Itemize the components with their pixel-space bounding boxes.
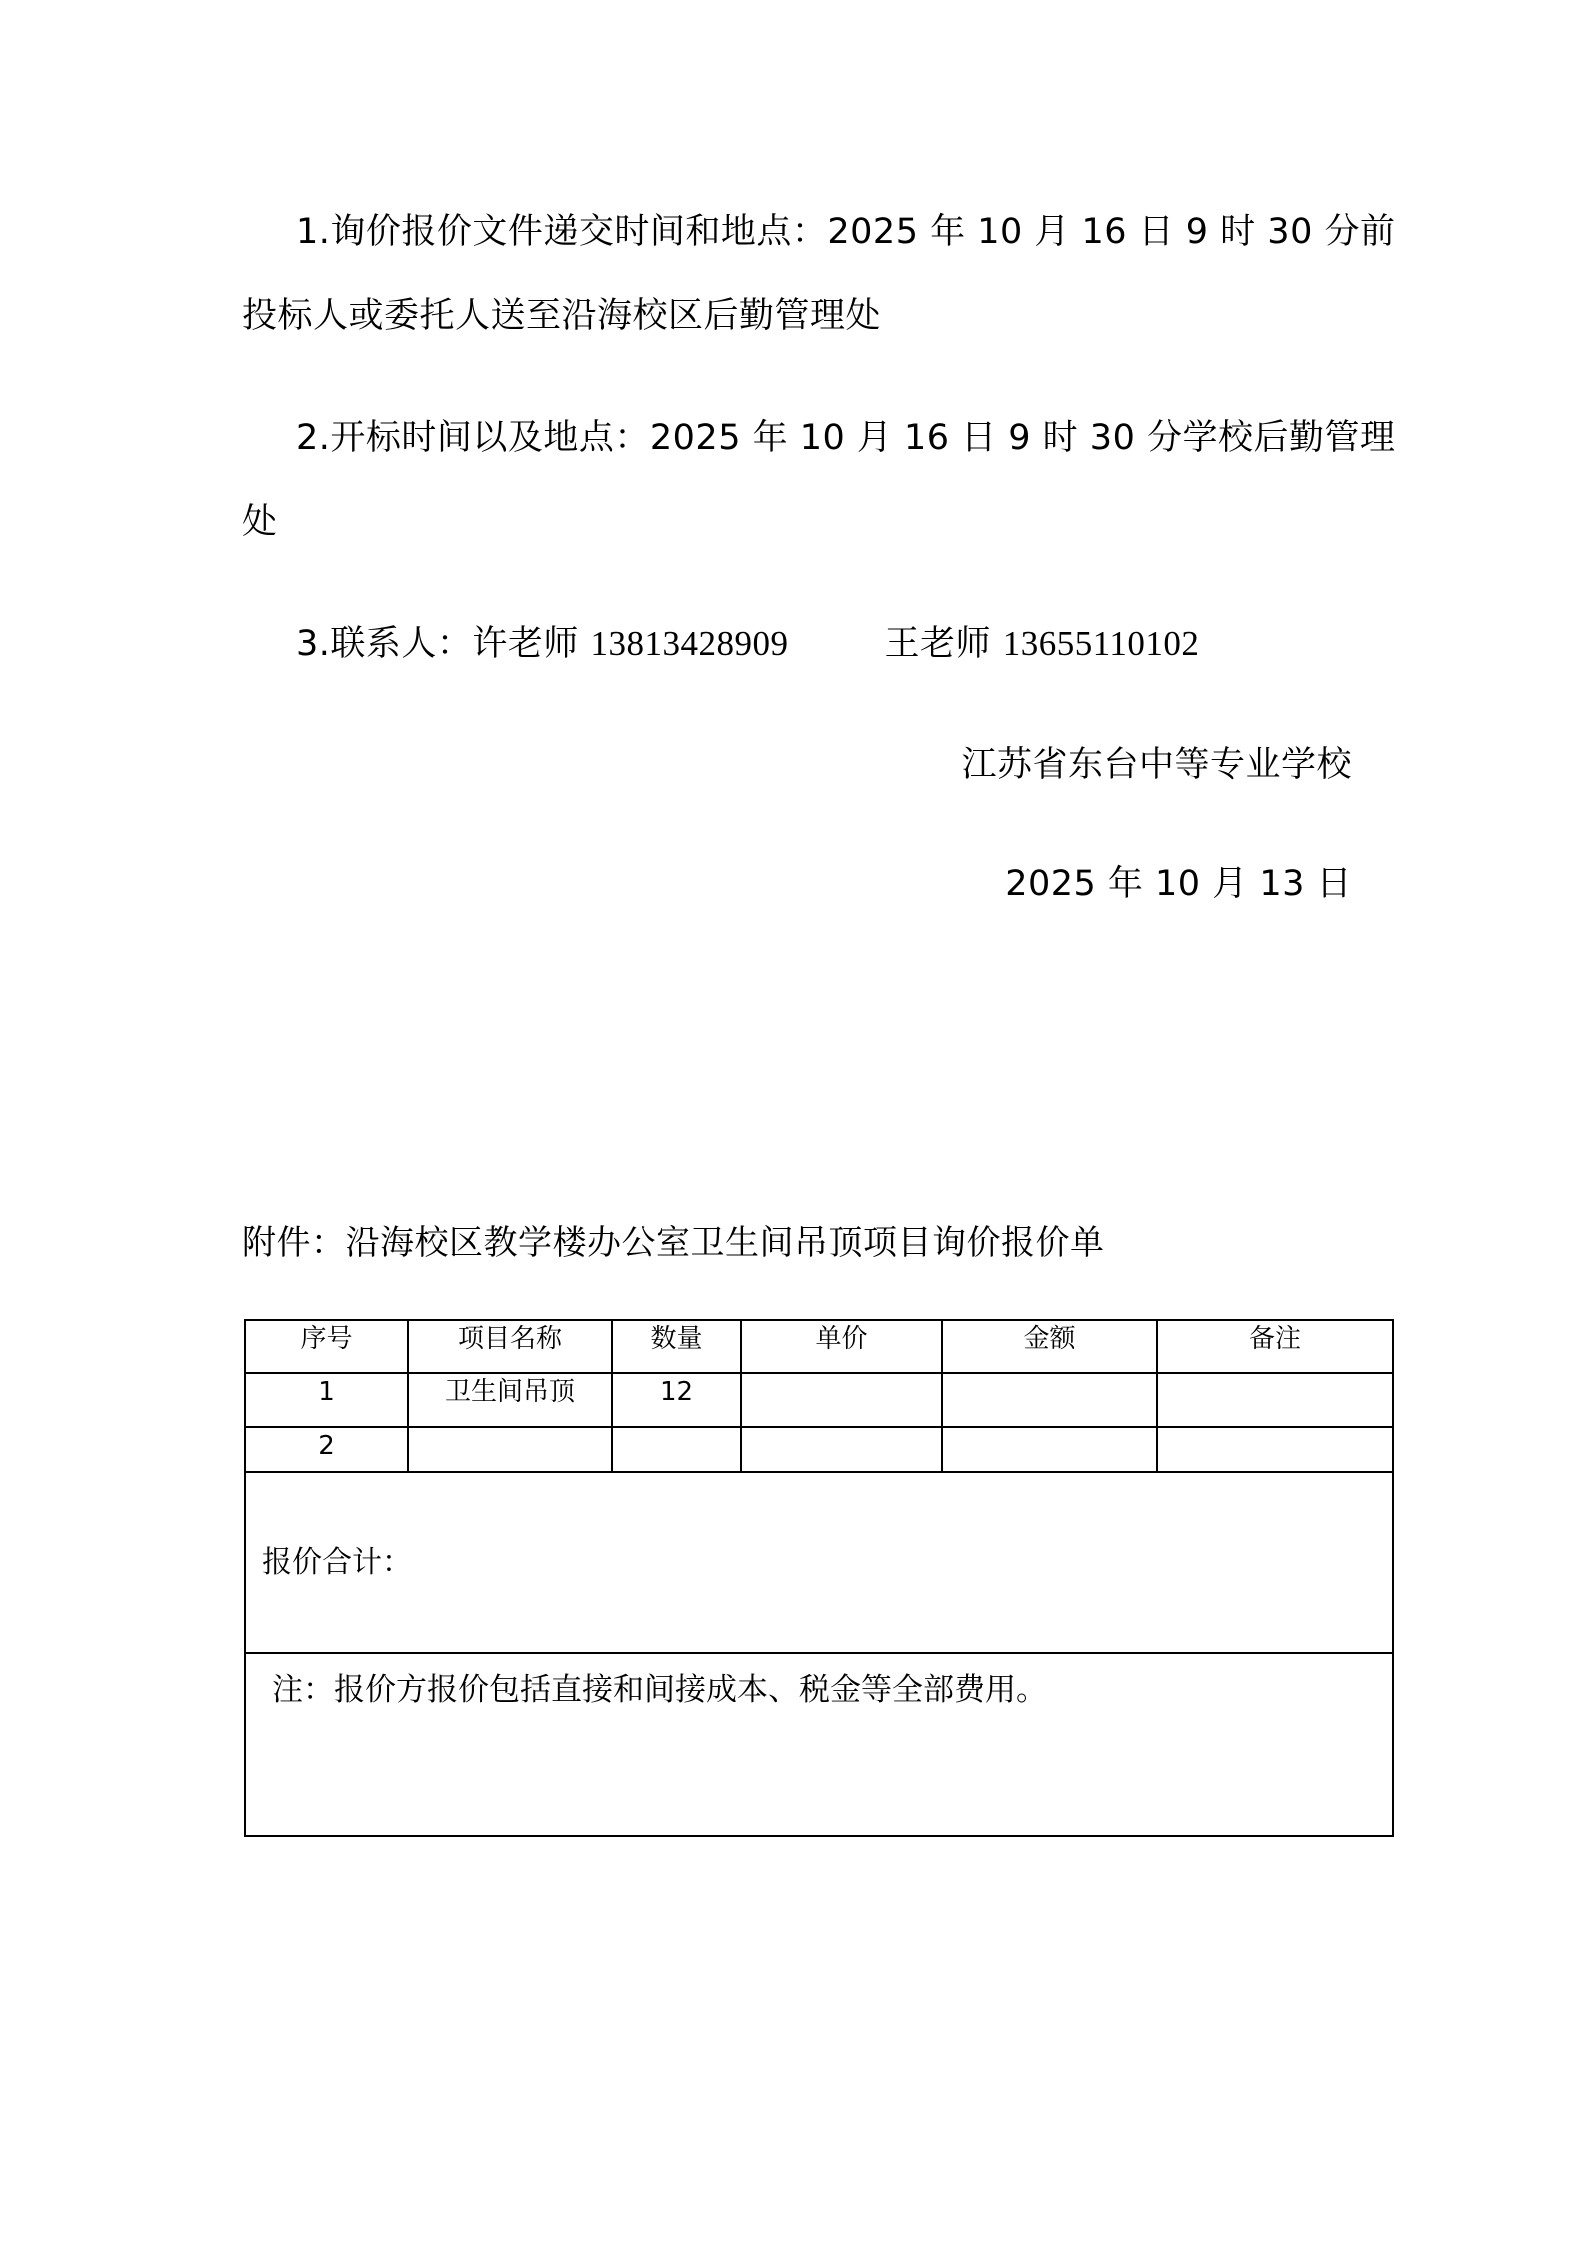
header-cell-unit-price: 单价 bbox=[741, 1320, 942, 1373]
table-cell: 12 bbox=[612, 1373, 741, 1427]
header-cell-item-name: 项目名称 bbox=[408, 1320, 612, 1373]
contact-phone-2: 13655110102 bbox=[1002, 624, 1200, 663]
total-label: 报价合计： bbox=[245, 1472, 1393, 1653]
paragraph-1-line-1: 1.询价报价文件递交时间和地点：2025 年 10 月 16 日 9 时 30 分前 bbox=[296, 212, 1396, 252]
header-cell-amount: 金额 bbox=[942, 1320, 1157, 1373]
table-cell bbox=[942, 1373, 1157, 1427]
table-cell bbox=[1157, 1373, 1393, 1427]
contact-label: 3.联系人：许老师 bbox=[296, 624, 579, 664]
paragraph-2-line-1: 2.开标时间以及地点：2025 年 10 月 16 日 9 时 30 分学校后勤管理 bbox=[296, 418, 1396, 458]
attachment-title: 附件：沿海校区教学楼办公室卫生间吊顶项目询价报价单 bbox=[242, 1223, 1105, 1263]
signature-date: 2025 年 10 月 13 日 bbox=[1005, 864, 1352, 904]
quote-table bbox=[244, 1319, 1394, 1837]
signature-organization: 江苏省东台中等专业学校 bbox=[961, 745, 1352, 785]
contact-phone-1: 13813428909 bbox=[590, 624, 789, 663]
contact-line bbox=[296, 622, 1199, 666]
table-note: 注：报价方报价包括直接和间接成本、税金等全部费用。 bbox=[245, 1653, 1393, 1836]
table-cell: 2 bbox=[245, 1427, 408, 1472]
table-row bbox=[245, 1373, 1393, 1427]
table-cell bbox=[1157, 1427, 1393, 1472]
note-row bbox=[245, 1653, 1393, 1836]
table-cell bbox=[612, 1427, 741, 1472]
table-cell bbox=[408, 1427, 612, 1472]
contact-name-2: 王老师 bbox=[884, 624, 992, 664]
table-cell bbox=[741, 1373, 942, 1427]
table-cell bbox=[741, 1427, 942, 1472]
header-cell-index: 序号 bbox=[245, 1320, 408, 1373]
paragraph-2-line-2: 处 bbox=[242, 502, 278, 542]
table-cell: 1 bbox=[245, 1373, 408, 1427]
paragraph-1-line-2: 投标人或委托人送至沿海校区后勤管理处 bbox=[242, 296, 882, 336]
table-row bbox=[245, 1427, 1393, 1472]
header-cell-remarks: 备注 bbox=[1157, 1320, 1393, 1373]
table-header-row bbox=[245, 1320, 1393, 1373]
table-cell bbox=[942, 1427, 1157, 1472]
header-cell-quantity: 数量 bbox=[612, 1320, 741, 1373]
table-cell: 卫生间吊顶 bbox=[408, 1373, 612, 1427]
total-row bbox=[245, 1472, 1393, 1653]
